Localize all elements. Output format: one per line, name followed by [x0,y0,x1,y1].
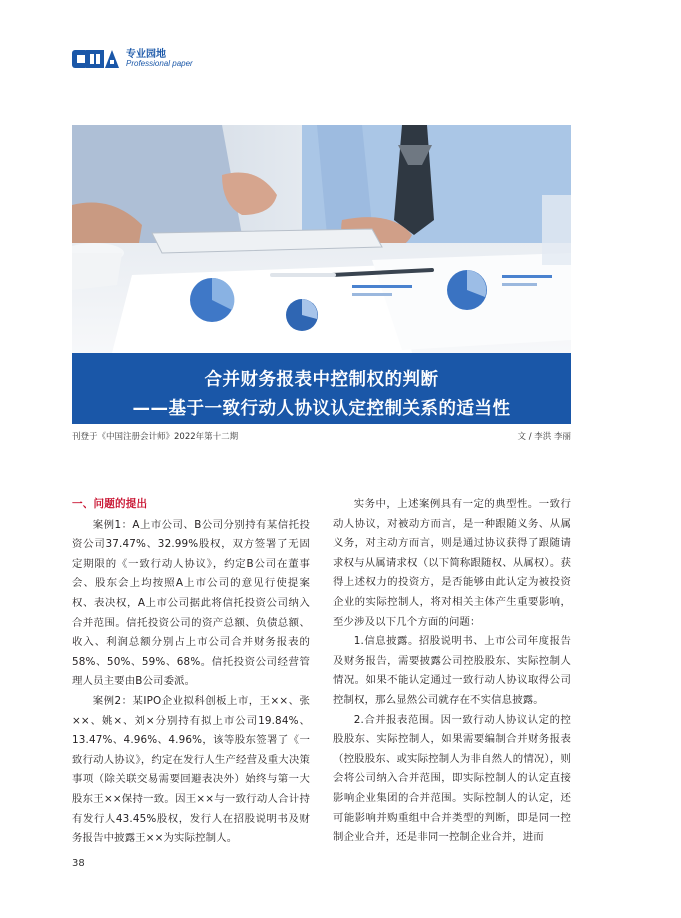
article-subtitle: ——基于一致行动人协议认定控制关系的适当性 [132,399,511,419]
paragraph: 案例2：某IPO企业拟科创板上市，王××、张××、姚×、刘×分别持有拟上市公司19.84%、13.47%、4.96%、4.96%，该等股东签署了《一致行动人协议》，约定在发行人生产经营及重大决策事项（除关联交易需要回避表决外）始终与第一大股东王××保持一致。因王××与一致行动人合计持有发行人43.45%股权，发行人在招股说明书及财务报告中披露王××为实际控制人。 [72,694,310,845]
right-column [333,495,571,848]
article-title: 合并财务报表中控制权的判断 [204,370,439,390]
section-label-en: Professional paper [126,59,193,69]
paragraph: 1.信息披露。招股说明书、上市公司年度报告及财务报告，需要披露公司控股股东、实际控制人情况。如果不能认定通过一致行动人协议取得公司控制权，那么显然公司就存在不实信息披露。 [333,635,571,706]
section-heading: 一、问题的提出 [72,498,148,510]
title-banner [72,353,571,424]
article-author: 文 / 李洪 李丽 [517,432,571,442]
paragraph: 实务中，上述案例具有一定的典型性。一致行动人协议，对被动方而言，是一种跟随义务、从属义务，对主动方而言，则是通过协议获得了跟随请求权与从属请求权（以下简称跟随权、从属权）。获得上述权力的投资方，是否能够由此认定为被投资企业的实际控制人，将对相关主体产生重要影响，至少涉及以下几个方面的问题： [333,498,571,628]
cicpa-logo [72,48,120,70]
paragraph: 2.合并报表范围。因一致行动人协议认定的控股股东、实际控制人，如果需要编制合并财务报表（控股股东、或实际控制人为非自然人的情况），则会将公司纳入合并范围，即实际控制人的认定直接影响企业集团的合并范围。实际控制人的认定，还可能影响并购重组中合并类型的判断，即是同一控制企业合并，还是非同一控制企业合并，进而 [333,713,571,844]
page-number: 38 [72,858,85,869]
paragraph: 案例1：A上市公司、B公司分别持有某信托投资公司37.47%、32.99%股权，双方签署了无固定期限的《一致行动人协议》，约定B公司在董事会、股东会上均按照A上市公司的意见行使提案权、表决权，A上市公司据此将信托投资公司纳入合并范围。信托投资公司的资产总额、负债总额、收入、利润总额分别占上市公司合并财务报表的58%、50%、59%、68%。信托投资公司经营管理人员主要由B公司委派。 [72,518,310,688]
left-column [72,495,310,849]
section-label: 专业园地 [126,49,166,61]
publication-source: 刊登于《中国注册会计师》2022年第十二期 [72,432,239,442]
page-header [72,48,193,70]
hero-photo [72,125,571,353]
